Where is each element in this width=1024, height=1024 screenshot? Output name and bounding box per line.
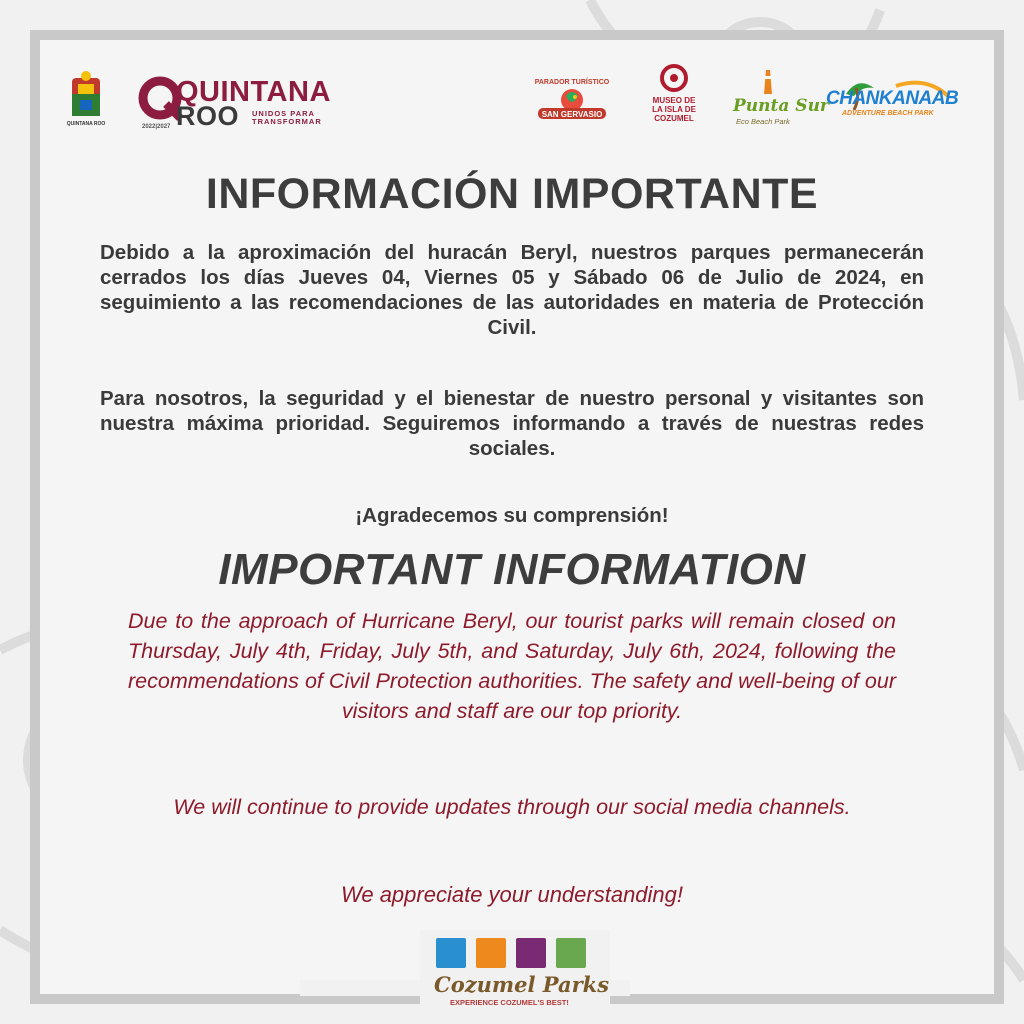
spanish-paragraph-1: Debido a la aproximación del huracán Beryl, nuestros parques permanecerán cerrados los días Jueves 04, Viernes 05 y Sábado 06 de Julio de 2024, en seguimiento a las recomendaciones de las autoridades en materia de Protección Civil. [100, 241, 924, 339]
quintana-roo-logo [136, 70, 331, 134]
qroo-word-2: ROO [176, 101, 240, 131]
park-tile-1-icon [436, 938, 466, 968]
english-thanks: We appreciate your understanding! [340, 882, 684, 907]
qroo-tagline: UNIDOS PARA TRANSFORMAR [252, 109, 322, 126]
park-tile-3-icon [516, 938, 546, 968]
spanish-paragraph-2: Para nosotros, la seguridad y el bienestar de nuestro personal y visitantes son nuestra máxima prioridad. Seguiremos informando a través de nuestras redes sociales. [100, 387, 924, 460]
cozumel-parks-tagline: EXPERIENCE COZUMEL'S BEST! [450, 998, 569, 1007]
qroo-word-1: QUINTANA [176, 76, 331, 108]
svg-text:PARADOR TURÍSTICO: PARADOR TURÍSTICO [534, 79, 610, 86]
park-tile-2-icon [476, 938, 506, 968]
san-gervasio-logo [534, 74, 610, 128]
header-logos [0, 0, 1024, 160]
park-tile-4-icon [556, 938, 586, 968]
punta-sur-title: Punta Sur [733, 96, 829, 116]
qroo-years: 2022|2027 [142, 124, 171, 130]
svg-text:SAN GERVASIO: SAN GERVASIO [541, 110, 603, 119]
chankanaab-title: CHANKANAAB [826, 88, 959, 109]
english-title: IMPORTANT INFORMATION [218, 545, 806, 594]
english-paragraph-1: Due to the approach of Hurricane Beryl, our tourist parks will remain closed on Thursday, July 4th, Friday, July 5th, and Saturday, July 6th, 2024, following the recommendations of Civil Protection authorities. The safety and well-being of our visitors and staff are our top priority. [128, 609, 896, 723]
spanish-title: INFORMACIÓN IMPORTANTE [205, 170, 819, 218]
cozumel-parks-brand: Cozumel Parks [434, 972, 610, 997]
punta-sur-subtitle: Eco Beach Park [736, 117, 790, 126]
spanish-thanks: ¡Agradecemos su comprensión! [355, 504, 669, 527]
state-crest-caption: QUINTANA ROO [66, 121, 106, 127]
chankanaab-subtitle: ADVENTURE BEACH PARK [842, 110, 934, 117]
cozumel-parks-logo [420, 930, 610, 1014]
english-paragraph-2: We will continue to provide updates through our social media channels. [173, 795, 851, 819]
museo-logo-text: MUSEO DE LA ISLA DE COZUMEL [652, 96, 696, 123]
